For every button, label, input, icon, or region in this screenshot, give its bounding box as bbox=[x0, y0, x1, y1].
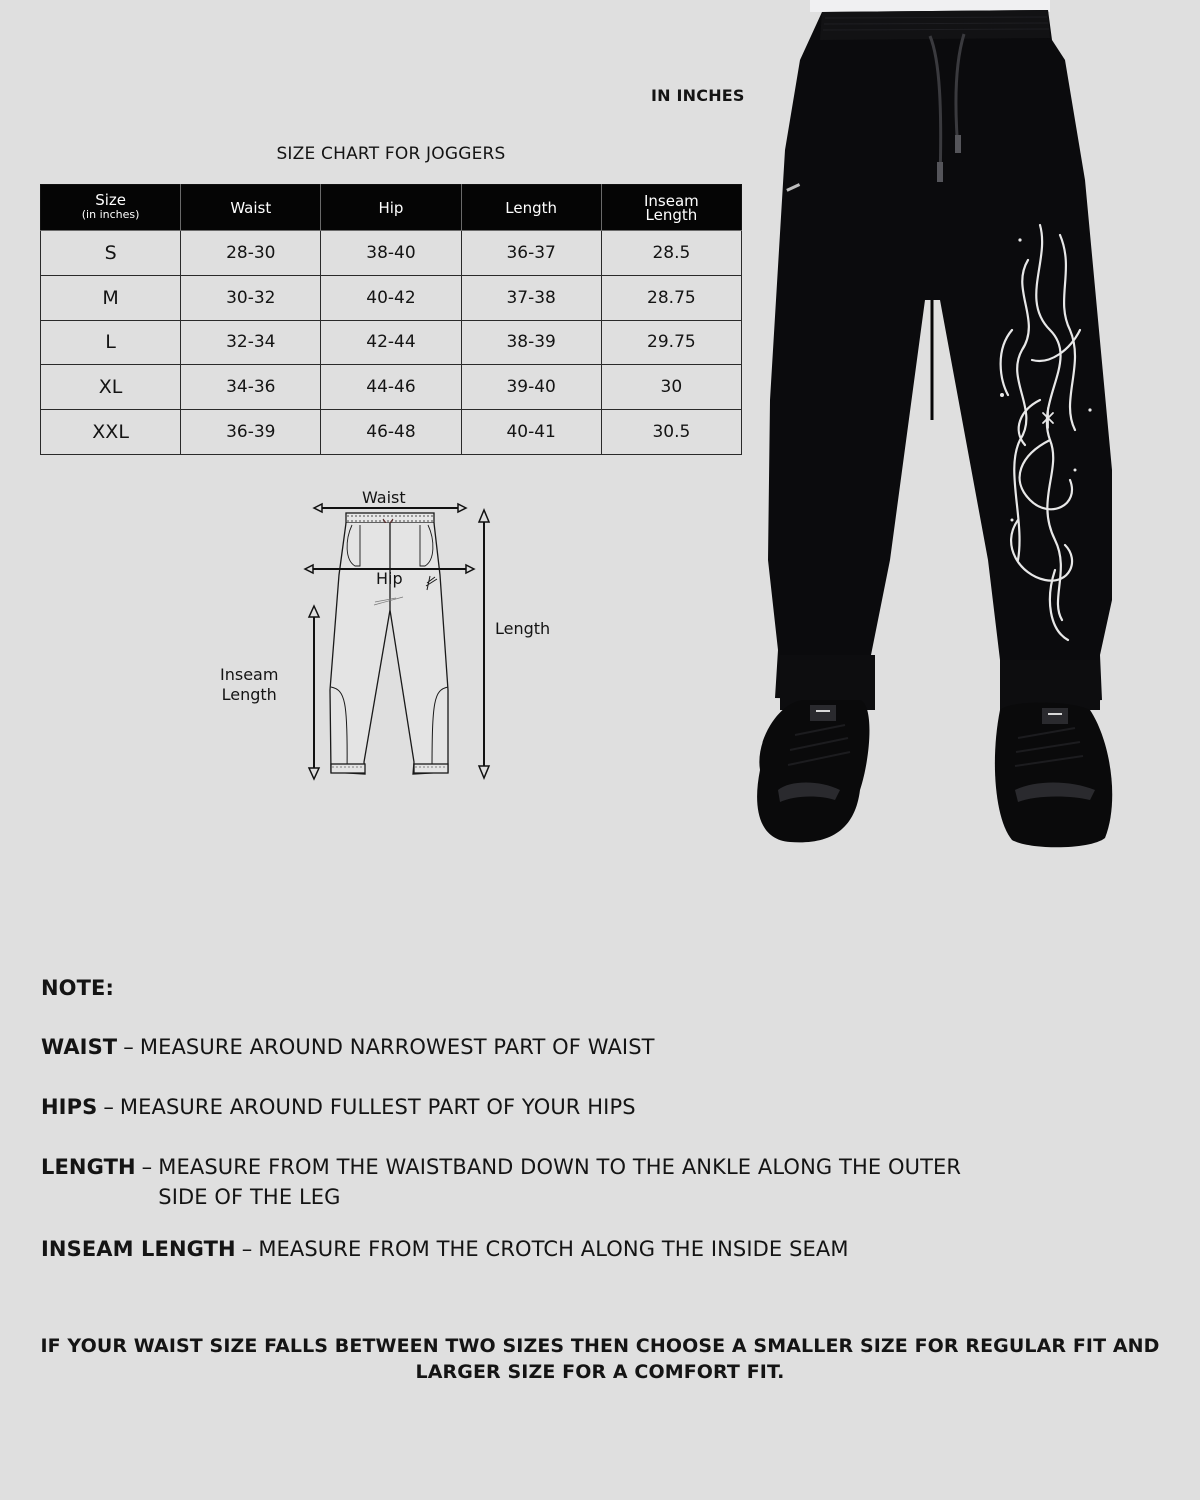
note-desc: MEASURE FROM THE CROTCH ALONG THE INSIDE SEAM bbox=[258, 1237, 849, 1261]
table-header-row bbox=[41, 185, 742, 231]
diagram-length-label: Length bbox=[495, 619, 551, 638]
note-desc: MEASURE AROUND NARROWEST PART OF WAIST bbox=[139, 1035, 655, 1059]
size-chart-table bbox=[40, 184, 742, 455]
cell-hip: 42-44 bbox=[321, 320, 461, 365]
note-dash: – bbox=[103, 1095, 114, 1119]
note-term: WAIST bbox=[41, 1035, 118, 1059]
model-wearing-black-joggers-photo bbox=[750, 0, 1120, 860]
cell-waist: 32-34 bbox=[181, 320, 321, 365]
diagram-inseam-label bbox=[220, 665, 278, 705]
product-photo bbox=[750, 0, 1120, 860]
header-hip: Hip bbox=[321, 185, 461, 231]
header-size bbox=[41, 185, 181, 231]
note-desc: MEASURE FROM THE WAISTBAND DOWN TO THE ANKLE ALONG THE OUTER SIDE OF THE LEG bbox=[158, 1155, 962, 1209]
cell-length: 40-41 bbox=[461, 410, 601, 455]
cell-inseam: 29.75 bbox=[601, 320, 741, 365]
diagram-hip-label: Hip bbox=[376, 569, 403, 588]
measurement-diagram bbox=[200, 480, 580, 790]
note-dash: – bbox=[241, 1237, 253, 1261]
cell-size: XL bbox=[41, 365, 181, 410]
measurement-notes bbox=[41, 976, 1041, 1294]
table-row bbox=[41, 365, 742, 410]
note-desc: MEASURE AROUND FULLEST PART OF YOUR HIPS bbox=[119, 1095, 636, 1119]
table-row bbox=[41, 410, 742, 455]
note-dash: – bbox=[123, 1035, 134, 1059]
cell-waist: 36-39 bbox=[181, 410, 321, 455]
note-term: INSEAM LENGTH bbox=[41, 1237, 236, 1261]
cell-inseam: 30 bbox=[601, 365, 741, 410]
note-term: HIPS bbox=[41, 1095, 98, 1119]
header-length: Length bbox=[461, 185, 601, 231]
header-inseam-line2: Length bbox=[645, 205, 698, 224]
diagram-inseam-line2: Length bbox=[221, 685, 277, 704]
units-label: IN INCHES bbox=[651, 86, 745, 105]
note-waist bbox=[41, 1032, 1041, 1062]
note-inseam-length bbox=[41, 1234, 1041, 1264]
cell-length: 37-38 bbox=[461, 275, 601, 320]
header-size-sublabel: (in inches) bbox=[81, 208, 140, 221]
cell-waist: 34-36 bbox=[181, 365, 321, 410]
table-row bbox=[41, 320, 742, 365]
cell-waist: 28-30 bbox=[181, 231, 321, 276]
note-term: LENGTH bbox=[41, 1155, 136, 1179]
cell-hip: 46-48 bbox=[321, 410, 461, 455]
cell-length: 36-37 bbox=[461, 231, 601, 276]
note-hips bbox=[41, 1092, 1041, 1122]
cell-hip: 38-40 bbox=[321, 231, 461, 276]
table-row bbox=[41, 231, 742, 276]
cell-inseam: 30.5 bbox=[601, 410, 741, 455]
header-waist: Waist bbox=[181, 185, 321, 231]
note-dash: – bbox=[141, 1155, 153, 1179]
cell-size: XXL bbox=[41, 410, 181, 455]
header-inseam-line1: Inseam bbox=[643, 191, 699, 210]
chart-title: SIZE CHART FOR JOGGERS bbox=[276, 144, 506, 164]
cell-hip: 44-46 bbox=[321, 365, 461, 410]
notes-heading: NOTE: bbox=[41, 976, 114, 1000]
fit-advice: IF YOUR WAIST SIZE FALLS BETWEEN TWO SIZES THEN CHOOSE A SMALLER SIZE FOR REGULAR FIT AND LARGER SIZE FOR A COMFORT FIT. bbox=[40, 1335, 1160, 1383]
cell-length: 38-39 bbox=[461, 320, 601, 365]
diagram-inseam-line1: Inseam bbox=[220, 665, 279, 684]
note-length bbox=[41, 1152, 1041, 1212]
cell-inseam: 28.5 bbox=[601, 231, 741, 276]
cell-inseam: 28.75 bbox=[601, 275, 741, 320]
cell-size: S bbox=[41, 231, 181, 276]
header-inseam bbox=[601, 185, 741, 231]
cell-waist: 30-32 bbox=[181, 275, 321, 320]
cell-hip: 40-42 bbox=[321, 275, 461, 320]
cell-size: M bbox=[41, 275, 181, 320]
table-row bbox=[41, 275, 742, 320]
diagram-waist-label: Waist bbox=[362, 488, 406, 507]
cell-length: 39-40 bbox=[461, 365, 601, 410]
header-size-label: Size bbox=[95, 191, 126, 209]
cell-size: L bbox=[41, 320, 181, 365]
